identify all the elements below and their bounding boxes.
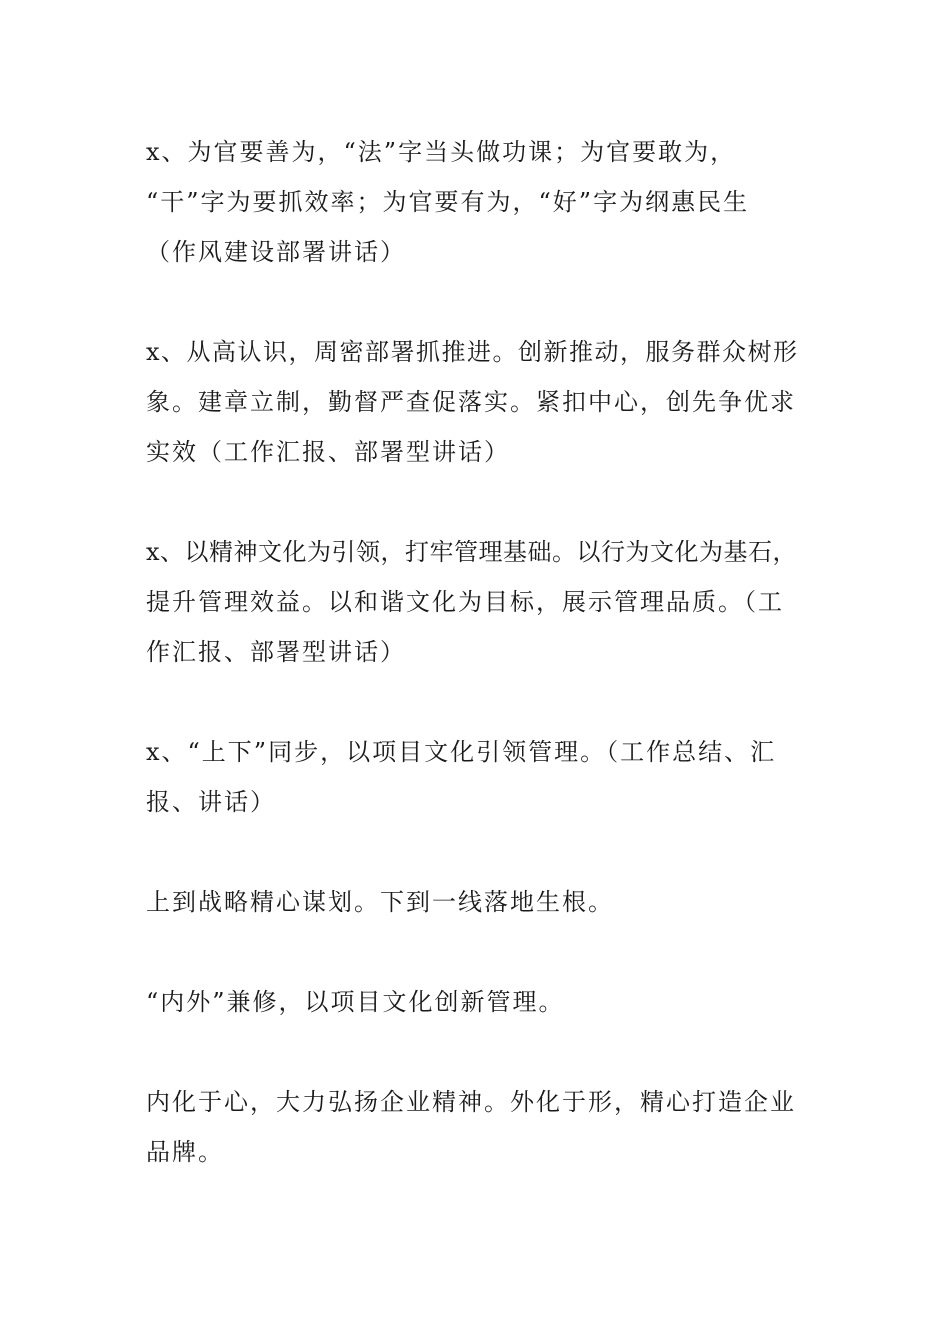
- paragraph-line: “干”字为要抓效率；为官要有为，“好”字为纲惠民生: [146, 188, 750, 216]
- paragraph-line: 象。建章立制，勤督严查促落实。紧扣中心，创先争优求: [146, 388, 796, 416]
- paragraph-line: 报、讲话）: [146, 788, 276, 816]
- paragraph-line: x、“上下”同步，以项目文化引领管理。（工作总结、汇: [146, 738, 777, 766]
- paragraph-line: “内外”兼修，以项目文化创新管理。: [146, 988, 565, 1016]
- paragraph-2: [146, 327, 808, 477]
- paragraph-line: x、为官要善为，“法”字当头做功课；为官要敢为，: [146, 138, 737, 166]
- paragraph-line: 内化于心，大力弘扬企业精神。外化于形，精心打造企业: [146, 1088, 796, 1116]
- paragraph-line: x、以精神文化为引领，打牢管理基础。以行为文化为基石，: [146, 538, 798, 566]
- document-body: [146, 127, 808, 1227]
- paragraph-4: [146, 727, 808, 827]
- paragraph-line: x、从高认识，周密部署抓推进。创新推动，服务群众树形: [146, 338, 799, 366]
- paragraph-5: [146, 877, 808, 927]
- paragraph-line: （作风建设部署讲话）: [146, 238, 406, 266]
- paragraph-line: 提升管理效益。以和谐文化为目标，展示管理品质。（工: [146, 588, 784, 616]
- paragraph-6: [146, 977, 808, 1027]
- paragraph-line: 上到战略精心谋划。下到一线落地生根。: [146, 888, 614, 916]
- paragraph-1: [146, 127, 808, 277]
- paragraph-line: 作汇报、部署型讲话）: [146, 638, 406, 666]
- paragraph-line: 品牌。: [146, 1138, 224, 1166]
- paragraph-7: [146, 1077, 808, 1177]
- paragraph-line: 实效（工作汇报、部署型讲话）: [146, 438, 510, 466]
- paragraph-3: [146, 527, 808, 677]
